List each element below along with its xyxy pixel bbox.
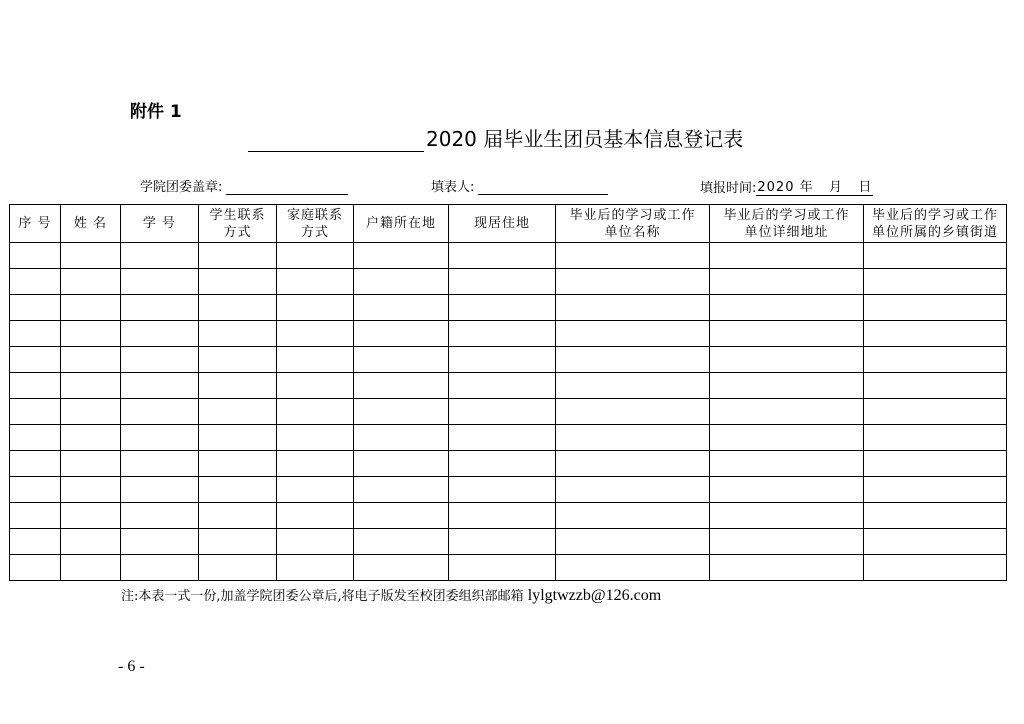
table-cell[interactable] bbox=[199, 399, 277, 425]
filler-blank bbox=[478, 180, 608, 195]
table-cell[interactable] bbox=[199, 347, 277, 373]
table-cell[interactable] bbox=[556, 425, 710, 451]
table-cell[interactable] bbox=[277, 477, 354, 503]
table-cell[interactable] bbox=[121, 243, 199, 269]
table-cell[interactable] bbox=[10, 425, 61, 451]
table-cell[interactable] bbox=[710, 399, 864, 425]
table-cell[interactable] bbox=[121, 399, 199, 425]
table-cell[interactable] bbox=[864, 269, 1007, 295]
table-cell[interactable] bbox=[121, 269, 199, 295]
table-row bbox=[10, 425, 1007, 451]
form-title-row bbox=[248, 126, 743, 152]
table-cell[interactable] bbox=[199, 477, 277, 503]
table-cell[interactable] bbox=[864, 529, 1007, 555]
table-cell[interactable] bbox=[10, 373, 61, 399]
table-cell[interactable] bbox=[61, 503, 121, 529]
table-cell[interactable] bbox=[61, 321, 121, 347]
table-cell[interactable] bbox=[121, 503, 199, 529]
table-cell[interactable] bbox=[10, 399, 61, 425]
table-cell[interactable] bbox=[10, 347, 61, 373]
table-row bbox=[10, 451, 1007, 477]
table-cell[interactable] bbox=[10, 321, 61, 347]
col-header-unit-address: 毕业后的学习或工作 单位详细地址 bbox=[710, 205, 864, 243]
table-cell[interactable] bbox=[354, 529, 449, 555]
table-cell[interactable] bbox=[61, 451, 121, 477]
table-cell[interactable] bbox=[354, 243, 449, 269]
table-cell[interactable] bbox=[710, 321, 864, 347]
table-cell[interactable] bbox=[199, 451, 277, 477]
table-cell[interactable] bbox=[277, 503, 354, 529]
table-cell[interactable] bbox=[61, 295, 121, 321]
table-row bbox=[10, 399, 1007, 425]
table-cell[interactable] bbox=[354, 295, 449, 321]
table-cell[interactable] bbox=[556, 503, 710, 529]
table-cell[interactable] bbox=[61, 243, 121, 269]
table-cell[interactable] bbox=[277, 347, 354, 373]
table-cell[interactable] bbox=[556, 347, 710, 373]
table-cell[interactable] bbox=[10, 555, 61, 581]
table-cell[interactable] bbox=[556, 555, 710, 581]
table-row bbox=[10, 347, 1007, 373]
registration-table bbox=[9, 204, 1007, 581]
table-cell[interactable] bbox=[449, 503, 556, 529]
table-cell[interactable] bbox=[121, 477, 199, 503]
table-cell[interactable] bbox=[61, 399, 121, 425]
table-row bbox=[10, 373, 1007, 399]
table-cell[interactable] bbox=[556, 321, 710, 347]
page-number: - 6 - bbox=[118, 658, 145, 675]
table-cell[interactable] bbox=[277, 529, 354, 555]
table-cell[interactable] bbox=[449, 347, 556, 373]
table-cell[interactable] bbox=[864, 243, 1007, 269]
table-cell[interactable] bbox=[277, 555, 354, 581]
table-cell[interactable] bbox=[449, 399, 556, 425]
table-cell[interactable] bbox=[556, 269, 710, 295]
table-cell[interactable] bbox=[61, 477, 121, 503]
footnote bbox=[121, 585, 661, 605]
table-cell[interactable] bbox=[556, 243, 710, 269]
table-cell[interactable] bbox=[61, 373, 121, 399]
table-cell[interactable] bbox=[864, 373, 1007, 399]
table-cell[interactable] bbox=[354, 425, 449, 451]
table-cell[interactable] bbox=[354, 503, 449, 529]
table-cell[interactable] bbox=[864, 451, 1007, 477]
table-cell[interactable] bbox=[864, 425, 1007, 451]
table-cell[interactable] bbox=[199, 425, 277, 451]
table-cell[interactable] bbox=[710, 451, 864, 477]
table-cell[interactable] bbox=[61, 269, 121, 295]
table-cell[interactable] bbox=[864, 399, 1007, 425]
table-cell[interactable] bbox=[556, 451, 710, 477]
table-cell[interactable] bbox=[449, 477, 556, 503]
report-time-field bbox=[700, 176, 873, 196]
table-cell[interactable] bbox=[354, 555, 449, 581]
table-cell[interactable] bbox=[121, 347, 199, 373]
report-time-value: 2020 年 月 日 bbox=[756, 176, 873, 196]
table-cell[interactable] bbox=[199, 269, 277, 295]
col-header-household-location: 户籍所在地 bbox=[354, 205, 449, 243]
table-cell[interactable] bbox=[449, 425, 556, 451]
table-cell[interactable] bbox=[61, 529, 121, 555]
table-cell[interactable] bbox=[277, 399, 354, 425]
table-cell[interactable] bbox=[10, 243, 61, 269]
table-cell[interactable] bbox=[121, 529, 199, 555]
form-title: 2020 届毕业生团员基本信息登记表 bbox=[426, 127, 744, 151]
table-cell[interactable] bbox=[710, 425, 864, 451]
table-cell[interactable] bbox=[864, 477, 1007, 503]
table-row bbox=[10, 243, 1007, 269]
table-cell[interactable] bbox=[864, 321, 1007, 347]
filler-label: 填表人: bbox=[431, 180, 475, 195]
table-cell[interactable] bbox=[10, 269, 61, 295]
table-cell[interactable] bbox=[449, 555, 556, 581]
table-cell[interactable] bbox=[449, 269, 556, 295]
table-cell[interactable] bbox=[710, 347, 864, 373]
table-cell[interactable] bbox=[710, 243, 864, 269]
table-cell[interactable] bbox=[61, 425, 121, 451]
table-cell[interactable] bbox=[199, 321, 277, 347]
table-cell[interactable] bbox=[449, 295, 556, 321]
table-cell[interactable] bbox=[277, 321, 354, 347]
table-cell[interactable] bbox=[10, 529, 61, 555]
table-cell[interactable] bbox=[864, 503, 1007, 529]
table-cell[interactable] bbox=[277, 243, 354, 269]
col-header-serial: 序 号 bbox=[10, 205, 61, 243]
table-cell[interactable] bbox=[10, 477, 61, 503]
table-cell[interactable] bbox=[354, 321, 449, 347]
table-cell[interactable] bbox=[864, 555, 1007, 581]
report-time-label: 填报时间: bbox=[700, 181, 757, 196]
table-cell[interactable] bbox=[199, 503, 277, 529]
col-header-current-residence: 现居住地 bbox=[449, 205, 556, 243]
footnote-email: lylgtwzzb@126.com bbox=[527, 587, 662, 604]
table-cell[interactable] bbox=[449, 373, 556, 399]
table-cell[interactable] bbox=[710, 555, 864, 581]
table-row bbox=[10, 477, 1007, 503]
table-cell[interactable] bbox=[710, 295, 864, 321]
stamp-field bbox=[140, 176, 348, 195]
table-cell[interactable] bbox=[199, 243, 277, 269]
stamp-label: 学院团委盖章: bbox=[140, 180, 223, 195]
table-cell[interactable] bbox=[199, 373, 277, 399]
table-row bbox=[10, 529, 1007, 555]
table-cell[interactable] bbox=[277, 451, 354, 477]
table-cell[interactable] bbox=[10, 451, 61, 477]
table-cell[interactable] bbox=[277, 425, 354, 451]
table-header-row bbox=[10, 205, 1007, 243]
table-cell[interactable] bbox=[354, 477, 449, 503]
table-cell[interactable] bbox=[199, 555, 277, 581]
table-cell[interactable] bbox=[277, 373, 354, 399]
table-cell[interactable] bbox=[710, 269, 864, 295]
table-cell[interactable] bbox=[354, 451, 449, 477]
stamp-blank bbox=[226, 180, 348, 195]
table-cell[interactable] bbox=[710, 373, 864, 399]
table-cell[interactable] bbox=[277, 269, 354, 295]
col-header-name: 姓 名 bbox=[61, 205, 121, 243]
table-cell[interactable] bbox=[199, 529, 277, 555]
table-cell[interactable] bbox=[556, 399, 710, 425]
table-cell[interactable] bbox=[710, 477, 864, 503]
table-cell[interactable] bbox=[710, 503, 864, 529]
col-header-unit-township: 毕业后的学习或工作 单位所属的乡镇街道 bbox=[864, 205, 1007, 243]
table-row bbox=[10, 295, 1007, 321]
table-cell[interactable] bbox=[121, 321, 199, 347]
col-header-unit-name: 毕业后的学习或工作 单位名称 bbox=[556, 205, 710, 243]
table-body bbox=[10, 243, 1007, 581]
col-header-family-contact: 家庭联系 方式 bbox=[277, 205, 354, 243]
table-row bbox=[10, 555, 1007, 581]
table-cell[interactable] bbox=[61, 555, 121, 581]
attachment-label: 附件 1 bbox=[130, 102, 182, 122]
table-row bbox=[10, 269, 1007, 295]
footnote-text: 注:本表一式一份,加盖学院团委公章后,将电子版发至校团委组织部邮箱 bbox=[121, 589, 528, 604]
table-cell[interactable] bbox=[61, 347, 121, 373]
table-cell[interactable] bbox=[556, 529, 710, 555]
table-cell[interactable] bbox=[121, 373, 199, 399]
table-cell[interactable] bbox=[121, 295, 199, 321]
table-cell[interactable] bbox=[556, 295, 710, 321]
col-header-student-contact: 学生联系 方式 bbox=[199, 205, 277, 243]
table-cell[interactable] bbox=[449, 243, 556, 269]
table-cell[interactable] bbox=[556, 477, 710, 503]
table-cell[interactable] bbox=[710, 529, 864, 555]
table-cell[interactable] bbox=[121, 555, 199, 581]
table-cell[interactable] bbox=[449, 321, 556, 347]
col-header-student-id: 学 号 bbox=[121, 205, 199, 243]
filler-field bbox=[431, 176, 608, 195]
table-cell[interactable] bbox=[10, 295, 61, 321]
table-cell[interactable] bbox=[449, 529, 556, 555]
table-cell[interactable] bbox=[354, 269, 449, 295]
table-cell[interactable] bbox=[10, 503, 61, 529]
table-row bbox=[10, 321, 1007, 347]
table-cell[interactable] bbox=[354, 373, 449, 399]
table-cell[interactable] bbox=[556, 373, 710, 399]
table-cell[interactable] bbox=[121, 451, 199, 477]
table-cell[interactable] bbox=[121, 425, 199, 451]
table-cell[interactable] bbox=[864, 295, 1007, 321]
table-cell[interactable] bbox=[277, 295, 354, 321]
college-name-blank bbox=[248, 127, 424, 152]
table-cell[interactable] bbox=[864, 347, 1007, 373]
table-cell[interactable] bbox=[449, 451, 556, 477]
table-row bbox=[10, 503, 1007, 529]
table-cell[interactable] bbox=[199, 295, 277, 321]
table-cell[interactable] bbox=[354, 399, 449, 425]
table-cell[interactable] bbox=[354, 347, 449, 373]
